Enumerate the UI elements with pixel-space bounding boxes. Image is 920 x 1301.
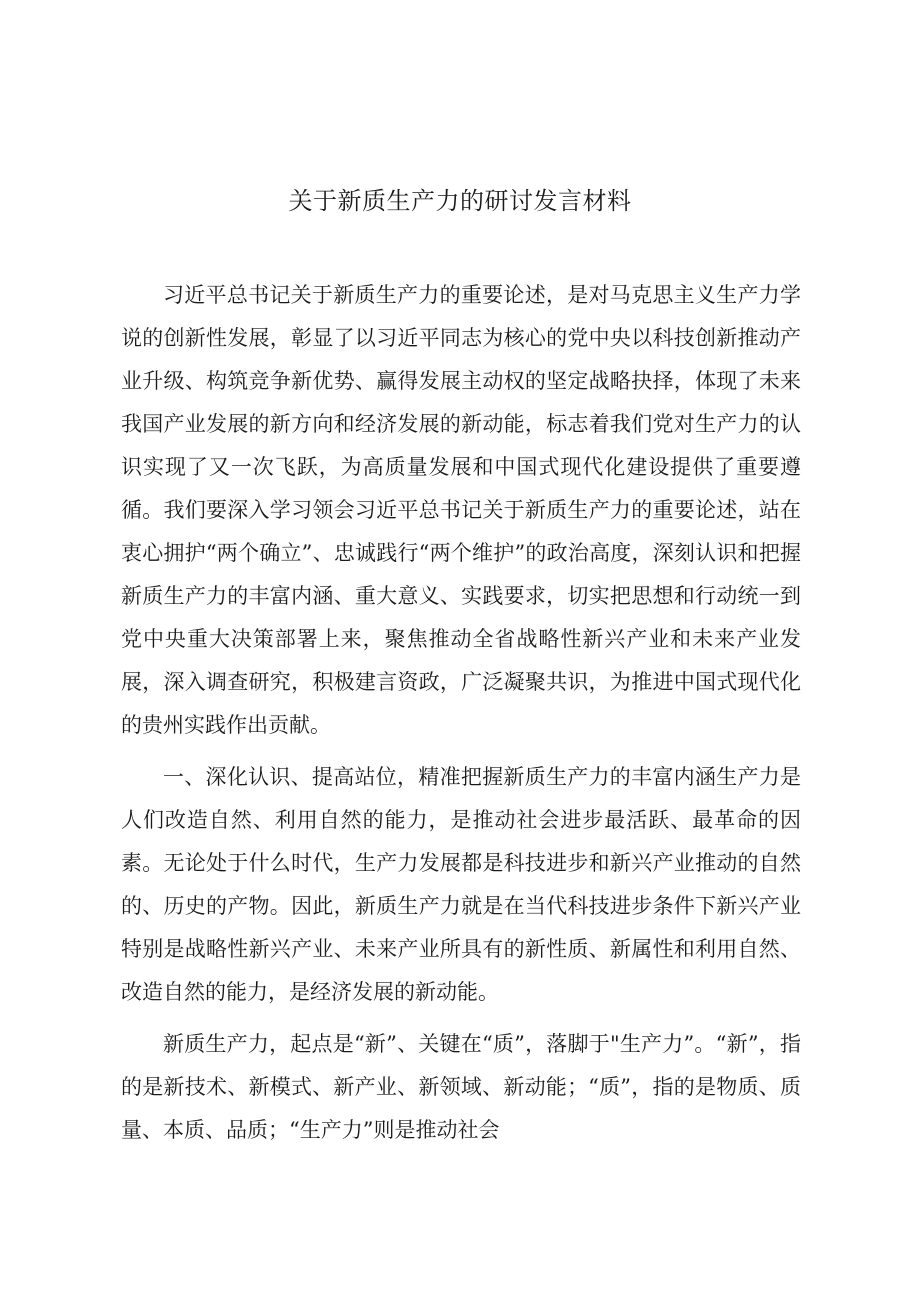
paragraph-definition: 新质生产力，起点是“新”、关键在“质”，落脚于"生产力”。“新”，指的是新技术、新模式、新产业、新领域、新动能；“质”，指的是物质、质量、本质、品质；“生产力”则是推动社会 xyxy=(121,1032,801,1142)
section-heading: 一、深化认识、提高站位，精准把握新质生产力的丰富内涵 xyxy=(163,765,717,789)
document-title: 关于新质生产力的研讨发言材料 xyxy=(288,187,632,215)
paragraph-section-one xyxy=(121,756,801,1014)
document-body xyxy=(121,274,801,1152)
section-one-text: 生产力是人们改造自然、利用自然的能力，是推动社会进步最活跃、最革命的因素。无论处于什么时代，生产力发展都是科技进步和新兴产业推动的自然的、历史的产物。因此，新质生产力就是在当代科技进步条件下新兴产业特别是战略性新兴产业、未来产业所具有的新性质、新属性和利用自然、改造自然的能力，是经济发展的新动能。 xyxy=(121,765,801,1004)
paragraph-intro: 习近平总书记关于新质生产力的重要论述，是对马克思主义生产力学说的创新性发展，彰显了以习近平同志为核心的党中央以科技创新推动产业升级、构筑竞争新优势、赢得发展主动权的坚定战略抉择，体现了未来我国产业发展的新方向和经济发展的新动能，标志着我们党对生产力的认识实现了又一次飞跃，为高质量发展和中国式现代化建设提供了重要遵循。我们要深入学习领会习近平总书记关于新质生产力的重要论述，站在衷心拥护“两个确立”、忠诚践行“两个维护”的政治高度，深刻认识和把握新质生产力的丰富内涵、重大意义、实践要求，切实把思想和行动统一到党中央重大决策部署上来，聚焦推动全省战略性新兴产业和未来产业发展，深入调查研究，积极建言资政，广泛凝聚共识，为推进中国式现代化的贵州实践作出贡献。 xyxy=(121,283,801,737)
